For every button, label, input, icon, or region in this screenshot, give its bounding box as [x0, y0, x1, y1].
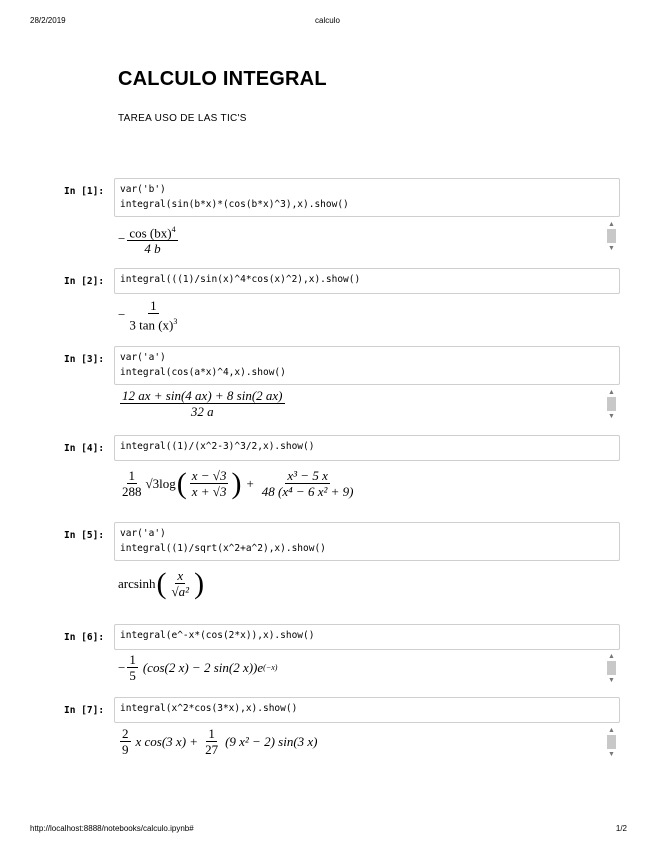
math-denominator: 3 tan (x) [129, 317, 174, 333]
math-expression: x cos(3 x) + [135, 733, 199, 749]
math-denominator: 9 [122, 742, 129, 757]
code-cell-input[interactable] [114, 522, 620, 561]
scroll-down-icon[interactable]: ▼ [608, 244, 615, 252]
code-line: integral(x^2*cos(3*x),x).show() [120, 703, 298, 714]
math-sign: − [118, 659, 126, 675]
paren-close: ) [231, 466, 242, 500]
code-line: var('a') [120, 352, 166, 363]
paren-open: ( [176, 466, 187, 500]
math-denominator: √a² [171, 584, 190, 599]
cell-output [114, 220, 620, 260]
scroll-up-icon[interactable]: ▲ [608, 388, 615, 396]
cell-prompt: In [6]: [64, 632, 105, 643]
print-title: calculo [315, 16, 340, 25]
math-denominator: x + √3 [191, 484, 227, 499]
code-cell-input[interactable] [114, 346, 620, 385]
code-line: integral(cos(a*x)^4,x).show() [120, 367, 286, 378]
code-line: integral((1)/sqrt(x^2+a^2),x).show() [120, 543, 326, 554]
cell-prompt: In [1]: [64, 186, 105, 197]
math-exponent: (−x) [263, 663, 278, 672]
code-line: var('a') [120, 528, 166, 539]
math-numerator: cos (bx) [129, 225, 172, 241]
math-denominator: 27 [205, 742, 219, 757]
math-log: log [159, 475, 176, 491]
math-exponent: 3 [173, 317, 178, 326]
scroll-down-icon[interactable]: ▼ [608, 412, 615, 420]
cell-prompt: In [5]: [64, 530, 105, 541]
math-function: arcsinh [118, 575, 156, 591]
paren-close: ) [194, 566, 205, 600]
code-cell-input[interactable] [114, 624, 620, 650]
scroll-thumb[interactable] [607, 397, 616, 411]
math-sign: − [118, 231, 126, 247]
math-numerator: x [177, 568, 184, 583]
code-cell-input[interactable] [114, 178, 620, 217]
output-scrollbar[interactable] [607, 652, 616, 684]
scroll-down-icon[interactable]: ▼ [608, 750, 615, 758]
cell-output [114, 726, 620, 762]
code-line: integral(sin(b*x)*(cos(b*x)^3),x).show() [120, 199, 349, 210]
cell-prompt: In [4]: [64, 443, 105, 454]
code-line: var('b') [120, 184, 166, 195]
cell-output [114, 652, 620, 688]
scroll-up-icon[interactable]: ▲ [608, 726, 615, 734]
notebook-title: CALCULO INTEGRAL [118, 68, 327, 90]
code-line: integral(((1)/sin(x)^4*cos(x)^2),x).show() [120, 274, 361, 285]
math-sign: − [118, 307, 126, 323]
output-scrollbar[interactable] [607, 726, 616, 758]
math-denominator: 288 [122, 484, 142, 499]
cell-prompt: In [3]: [64, 354, 105, 365]
cell-prompt: In [2]: [64, 276, 105, 287]
code-cell-input[interactable] [114, 697, 620, 723]
cell-output [114, 464, 620, 514]
notebook-subtitle: TAREA USO DE LAS TIC'S [118, 113, 247, 124]
math-denominator: 4 b [144, 241, 161, 257]
code-line: integral((1)/(x^2-3)^3/2,x).show() [120, 441, 315, 452]
cell-output [114, 564, 620, 614]
math-denominator: 32 a [190, 404, 214, 419]
math-denominator: 48 (x⁴ − 6 x² + 9) [261, 484, 354, 499]
scroll-up-icon[interactable]: ▲ [608, 220, 615, 228]
math-plus: + [246, 475, 254, 491]
code-cell-input[interactable] [114, 435, 620, 461]
math-expression: (cos(2 x) − 2 sin(2 x))e [142, 659, 264, 675]
math-sqrt: √3 [145, 475, 160, 491]
output-scrollbar[interactable] [607, 220, 616, 252]
print-date: 28/2/2019 [30, 16, 66, 25]
math-exponent: 4 [171, 225, 176, 234]
paren-open: ( [156, 566, 167, 600]
math-denominator: 5 [129, 668, 136, 683]
math-numerator: 1 [208, 726, 215, 741]
print-url: http://localhost:8888/notebooks/calculo.ipynb# [30, 824, 194, 833]
math-expression: (9 x² − 2) sin(3 x) [225, 733, 318, 749]
math-numerator: 1 [150, 298, 157, 313]
cell-output [114, 298, 620, 338]
code-line: integral(e^-x*(cos(2*x)),x).show() [120, 630, 315, 641]
code-cell-input[interactable] [114, 268, 620, 294]
scroll-thumb[interactable] [607, 735, 616, 749]
math-numerator: 1 [128, 468, 135, 483]
math-numerator: 2 [122, 726, 129, 741]
output-scrollbar[interactable] [607, 388, 616, 420]
scroll-thumb[interactable] [607, 661, 616, 675]
math-numerator: 12 ax + sin(4 ax) + 8 sin(2 ax) [122, 388, 283, 403]
math-numerator: x³ − 5 x [287, 468, 328, 483]
math-numerator: x − √3 [191, 468, 227, 483]
cell-output [114, 388, 620, 428]
cell-prompt: In [7]: [64, 705, 105, 716]
scroll-thumb[interactable] [607, 229, 616, 243]
scroll-up-icon[interactable]: ▲ [608, 652, 615, 660]
page-number: 1/2 [615, 824, 627, 833]
math-numerator: 1 [129, 652, 136, 667]
scroll-down-icon[interactable]: ▼ [608, 676, 615, 684]
